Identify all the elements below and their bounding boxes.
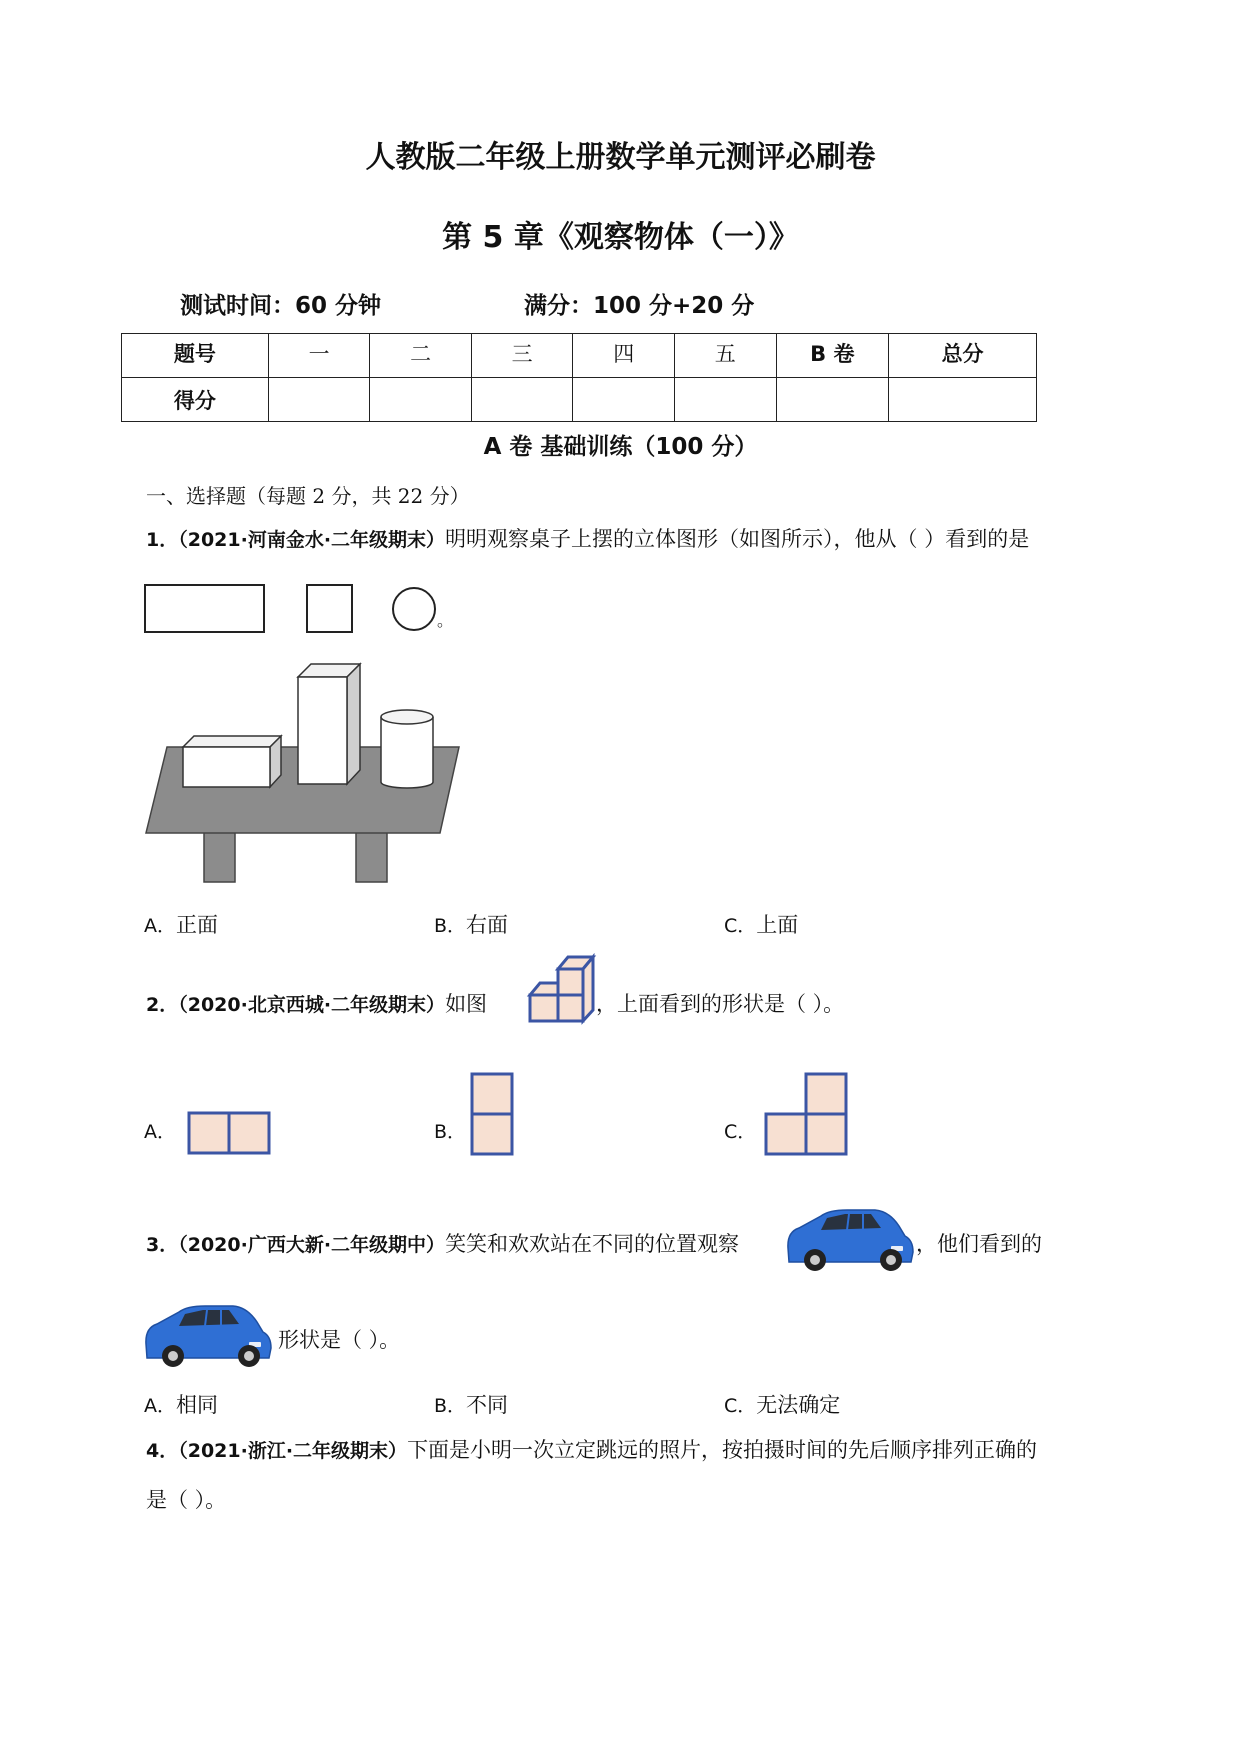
q3-option-c[interactable]: [724, 1389, 840, 1419]
question-number: 3．: [146, 1234, 179, 1256]
q1-shapes-period: 。: [437, 611, 454, 630]
chapter-title: 第 5 章《观察物体（一）》: [442, 220, 799, 255]
section-1-heading: 一、选择题（每题 2 分，共 22 分）: [146, 484, 470, 508]
question-text: 下面是小明一次立定跳远的照片，按拍摄时间的先后顺序排列正确的: [407, 1438, 1038, 1462]
option-label: B．: [434, 1395, 467, 1417]
q2-option-a-label[interactable]: A．: [144, 1121, 176, 1143]
option-text: 右面: [466, 913, 509, 937]
header-cell: B 卷: [776, 334, 889, 378]
header-cell: 四: [573, 334, 675, 378]
question-number: 1．: [146, 529, 179, 551]
header-cell: 三: [471, 334, 573, 378]
question-number: 4．: [146, 1440, 179, 1462]
option-text: 正面: [176, 913, 218, 937]
page-title: 人教版二年级上册数学单元测评必刷卷: [365, 140, 876, 175]
option-text: 相同: [176, 1393, 218, 1417]
header-cell: 题号: [122, 334, 269, 378]
question-source: （2021·河南金水·二年级期末）: [178, 529, 446, 551]
q2-option-c-label[interactable]: C．: [724, 1121, 757, 1143]
row-label: 得分: [122, 378, 269, 422]
q2-option-b-label[interactable]: B．: [434, 1121, 467, 1143]
question-source: （2021·浙江·二年级期末）: [178, 1440, 408, 1462]
header-cell: 一: [268, 334, 370, 378]
header-cell: 五: [674, 334, 776, 378]
question-4: [146, 1434, 1037, 1464]
full-score: 满分：100 分+20 分: [524, 293, 755, 319]
question-text: 笑笑和欢欢站在不同的位置观察: [445, 1232, 740, 1256]
option-label: B．: [434, 915, 467, 937]
option-label: A．: [144, 1395, 176, 1417]
section-a-heading: A 卷 基础训练（100 分）: [483, 434, 758, 460]
option-label: C．: [724, 1395, 757, 1417]
option-label: A．: [144, 915, 176, 937]
question-2-end: ，上面看到的形状是（ ）。: [596, 992, 845, 1016]
option-text: 无法确定: [756, 1393, 841, 1417]
header-cell: 二: [370, 334, 472, 378]
question-source: （2020·广西大新·二年级期中）: [178, 1234, 446, 1256]
question-3-line2: 形状是（ ）。: [278, 1328, 401, 1352]
option-label: C．: [724, 915, 757, 937]
option-text: 上面: [756, 913, 799, 937]
q3-option-a[interactable]: [144, 1389, 218, 1419]
question-source: （2020·北京西城·二年级期末）: [178, 994, 446, 1016]
question-4-line2: 是（ ）。: [146, 1488, 227, 1512]
question-text: 如图: [445, 992, 488, 1016]
question-text: 明明观察桌子上摆的立体图形（如图所示），他从（ ）看到的是: [445, 527, 1030, 551]
question-3-end: ，他们看到的: [916, 1232, 1042, 1256]
question-number: 2．: [146, 994, 179, 1016]
option-text: 不同: [466, 1393, 509, 1417]
test-time: 测试时间：60 分钟: [180, 293, 382, 319]
header-cell: 总分: [889, 334, 1037, 378]
q3-option-b[interactable]: [434, 1389, 508, 1419]
